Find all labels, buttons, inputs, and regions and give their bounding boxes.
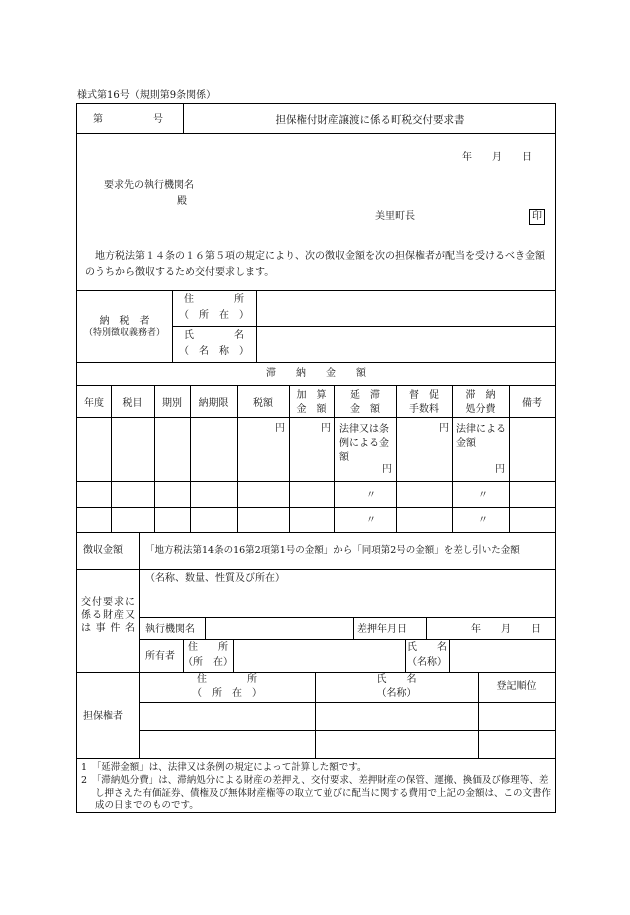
col-delinquency: 延 滞 金 額 [350, 390, 380, 415]
collection-label: 徴収金額 [83, 545, 123, 556]
sender-name: 美里町長 [375, 211, 415, 222]
yen-unit: 円 [439, 423, 449, 434]
ditto-mark: 〃 [478, 490, 488, 501]
col-disposal-cost: 滞 納 処分費 [465, 390, 496, 415]
col-period: 期別 [162, 398, 182, 409]
col-additional: 加 算 金 額 [296, 390, 327, 415]
recipient-label: 要求先の執行機関名 [104, 180, 194, 191]
collection-text: 「地方税法第14条の16第2項第1号の金額」から「同項第2号の金額」を差し引いた金額 [145, 545, 520, 556]
taxpayer-name-label: 氏 名 [184, 330, 244, 341]
col-tax-item: 税目 [122, 398, 143, 409]
ditto-mark: 〃 [366, 490, 376, 501]
creditor-name-sub: （名称） [376, 688, 417, 699]
arrears-heading: 滞 納 金 額 [266, 368, 366, 379]
col-remarks: 備考 [522, 398, 542, 409]
owner-address-sub: （所 在） [183, 657, 233, 668]
taxpayer-address-sub: （ 所 在 ） [179, 310, 249, 321]
property-details-label: （名称、数量、性質及び所在） [145, 573, 285, 584]
creditor-address-label: 住 所 [197, 674, 257, 685]
col-reminder-fee: 督 促 手数料 [409, 390, 439, 415]
creditor-address-sub: （ 所 在 ） [192, 688, 262, 699]
issue-date: 年 月 日 [462, 152, 532, 163]
creditor-name-label: 氏 名 [376, 674, 417, 685]
agency-name-label: 執行機関名 [145, 624, 195, 635]
yen-unit: 円 [382, 464, 392, 475]
col-year: 年度 [84, 398, 104, 409]
owner-name-sub: （名称） [407, 657, 447, 668]
owner-label: 所有者 [145, 651, 175, 662]
owner-name-label: 氏 名 [407, 642, 447, 653]
yen-unit: 円 [495, 464, 505, 475]
taxpayer-sublabel: （特別徴収義務者） [83, 328, 165, 338]
note-2: 2 「滞納処分費」は、滞納処分による財産の差押え、交付要求、差押財産の保管、運搬、換価及び修理等、差し押さえた有価証券、債権及び無体財産権等の取立て並びに配当に関する費用で上記の金額は、この文書作成の日までのものです。 [81, 775, 552, 811]
yen-unit: 円 [321, 423, 331, 434]
ditto-mark: 〃 [478, 515, 488, 526]
honorific: 殿 [177, 196, 187, 207]
document-title: 担保権付財産譲渡に係る町税交付要求書 [275, 114, 465, 126]
intro-text: 地方税法第１４条の１６第５項の規定により、次の徴収金額を次の担保権者が配当を受けるべき金額のうちから徴収するため交付要求します。 [85, 251, 545, 278]
disposal-amount-note: 法律による金額 [456, 424, 506, 449]
taxpayer-name-sub: （ 名 称 ） [179, 346, 249, 357]
form-number-label: 様式第16号（規則第9条関係） [77, 90, 217, 101]
yen-unit: 円 [275, 423, 285, 434]
note-1: 1 「延滞金額」は、法律又は条例の規定によって計算した額です。 [81, 762, 367, 773]
delay-amount-note: 法律又は条例による金額 [339, 424, 389, 463]
ditto-mark: 〃 [366, 515, 376, 526]
seizure-date: 年 月 日 [471, 624, 541, 635]
number-field-label: 第 号 [93, 114, 163, 125]
seal-mark: 印 [529, 209, 545, 225]
form-frame [76, 103, 556, 813]
secured-creditor-label: 担保権者 [83, 711, 123, 722]
seizure-date-label: 差押年月日 [357, 624, 407, 635]
taxpayer-address-label: 住 所 [184, 294, 244, 305]
property-label: 交付要求に係る財産又は事件名 [81, 597, 135, 634]
col-due-date: 納期限 [198, 398, 229, 409]
taxpayer-label: 納 税 者 [99, 316, 150, 327]
owner-address-label: 住 所 [188, 642, 228, 653]
registration-rank-label: 登記順位 [496, 681, 537, 692]
col-tax-amount: 税額 [253, 398, 273, 409]
